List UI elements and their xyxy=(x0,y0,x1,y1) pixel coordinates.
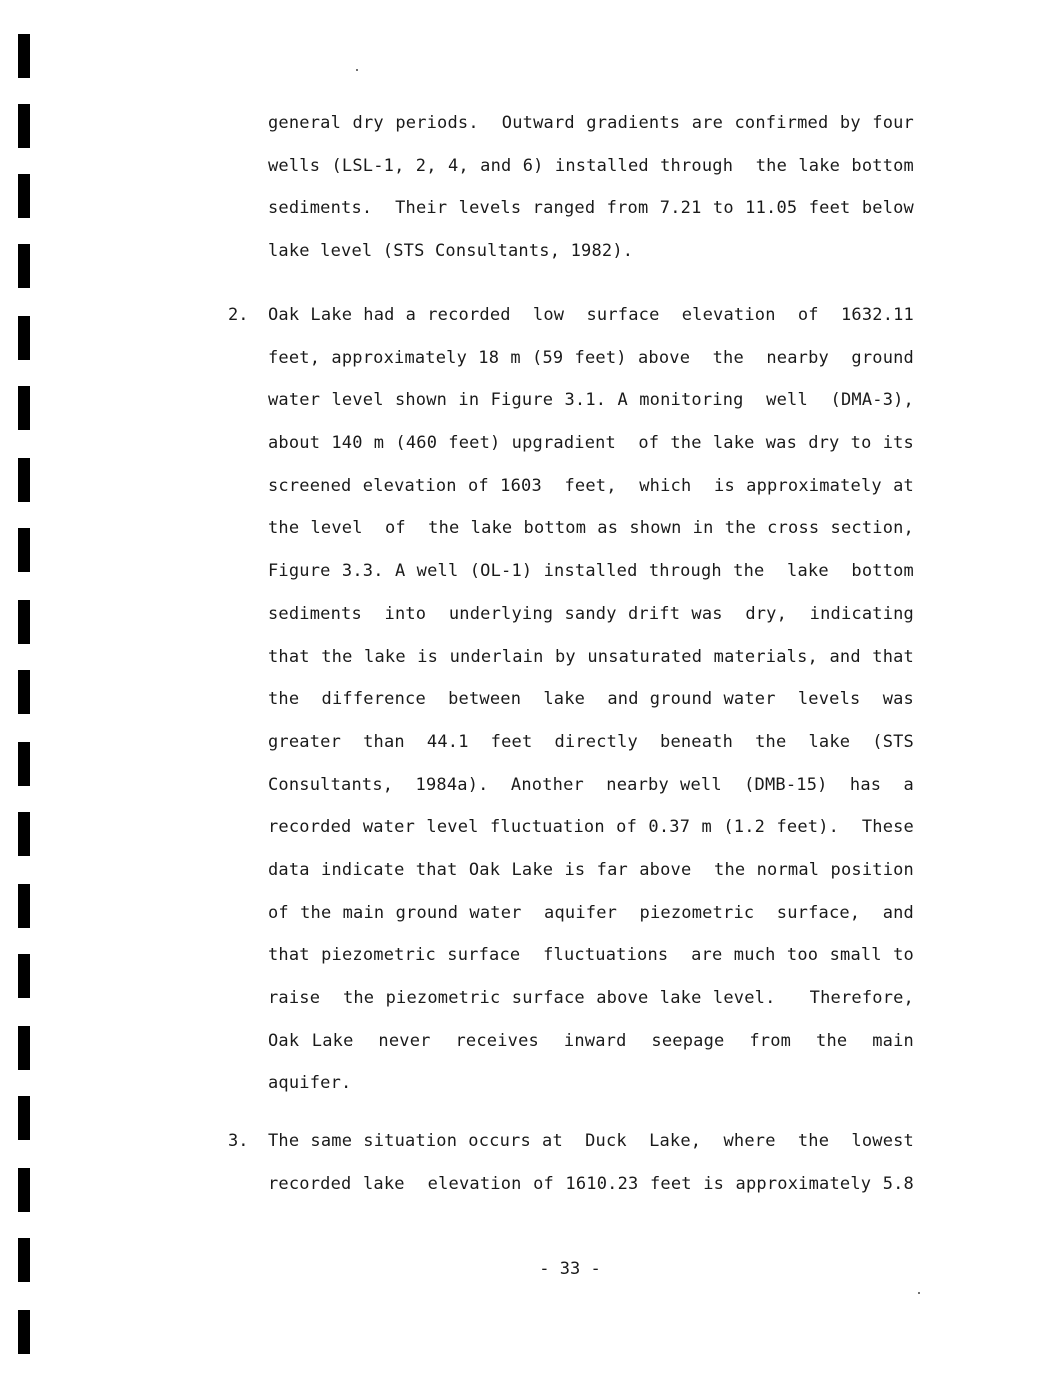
text-line: about 140 m (460 feet) upgradient of the lake was dry to its xyxy=(268,433,914,454)
text-line: Oak Lake had a recorded low surface elevation of 1632.11 xyxy=(268,305,914,325)
text-line: data indicate that Oak Lake is far above the normal position xyxy=(268,859,914,880)
text-line: general dry periods. Outward gradients are confirmed by four xyxy=(268,113,914,133)
text-line: that the lake is underlain by unsaturated materials, and that xyxy=(268,646,914,667)
text-line: wells (LSL-1, 2, 4, and 6) installed through the lake bottom xyxy=(268,155,914,176)
binding-mark xyxy=(18,600,30,644)
binding-mark xyxy=(18,174,30,218)
scan-speck xyxy=(918,1292,920,1294)
text-line: Oak Lake never receives inward seepage from the main xyxy=(268,1030,914,1051)
binding-mark xyxy=(18,458,30,502)
binding-mark xyxy=(18,316,30,360)
continued-paragraph xyxy=(268,102,914,273)
page-number: - 33 - xyxy=(539,1259,601,1279)
binding-mark xyxy=(18,742,30,786)
item-number: 3. xyxy=(228,1131,249,1151)
binding-mark xyxy=(18,1168,30,1212)
text-line: Consultants, 1984a). Another nearby well (DMB-15) has a xyxy=(268,774,914,795)
text-line: screened elevation of 1603 feet, which is approximately at xyxy=(268,475,914,496)
binding-mark xyxy=(18,954,30,998)
binding-mark xyxy=(18,244,30,288)
binding-mark xyxy=(18,1096,30,1140)
text-line: recorded water level fluctuation of 0.37 m (1.2 feet). These xyxy=(268,817,914,838)
scan-speck xyxy=(356,69,358,71)
binding-mark xyxy=(18,104,30,148)
text-line: Figure 3.3. A well (OL-1) installed through the lake bottom xyxy=(268,561,914,582)
item-number: 2. xyxy=(228,305,249,325)
text-line: water level shown in Figure 3.1. A monitoring well (DMA-3), xyxy=(268,390,914,411)
text-line: feet, approximately 18 m (59 feet) above the nearby ground xyxy=(268,347,914,368)
item-3-paragraph xyxy=(268,1120,914,1205)
text-line: that piezometric surface fluctuations are much too small to xyxy=(268,945,914,966)
text-line: the difference between lake and ground water levels was xyxy=(268,689,914,710)
text-line: of the main ground water aquifer piezometric surface, and xyxy=(268,902,914,923)
text-line: sediments. Their levels ranged from 7.21 to 11.05 feet below xyxy=(268,198,914,219)
binding-mark xyxy=(18,1310,30,1354)
binding-mark xyxy=(18,34,30,78)
binding-mark xyxy=(18,670,30,714)
text-line: recorded lake elevation of 1610.23 feet is approximately 5.8 xyxy=(268,1173,914,1194)
binding-mark xyxy=(18,528,30,572)
text-line: greater than 44.1 feet directly beneath the lake (STS xyxy=(268,731,914,752)
text-line: the level of the lake bottom as shown in the cross section, xyxy=(268,518,914,539)
text-line: raise the piezometric surface above lake level. Therefore, xyxy=(268,988,914,1008)
text-line: sediments into underlying sandy drift was dry, indicating xyxy=(268,603,914,624)
binding-mark xyxy=(18,884,30,928)
binding-mark xyxy=(18,1026,30,1070)
text-line: lake level (STS Consultants, 1982). xyxy=(268,241,634,262)
binding-mark xyxy=(18,386,30,430)
text-line: aquifer. xyxy=(268,1073,352,1094)
text-line: The same situation occurs at Duck Lake, where the lowest xyxy=(268,1131,914,1151)
binding-hole-marks xyxy=(18,0,34,1380)
item-2-paragraph xyxy=(268,294,914,1105)
binding-mark xyxy=(18,812,30,856)
